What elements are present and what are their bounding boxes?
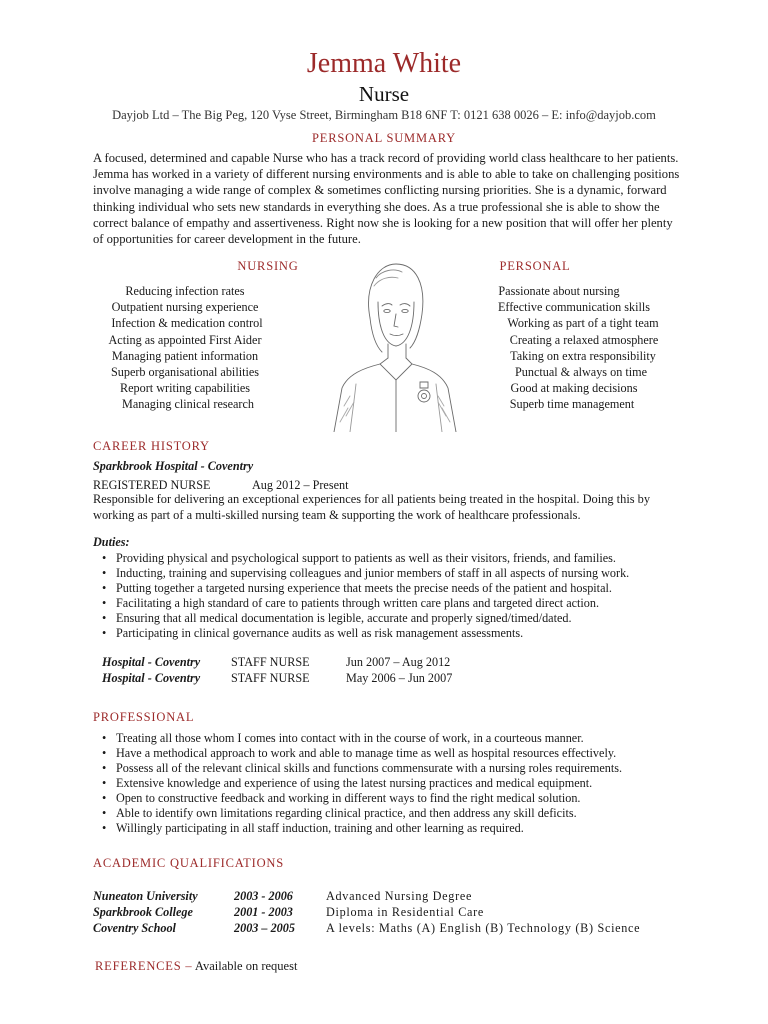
current-role-dates: Aug 2012 – Present: [252, 478, 349, 492]
nursing-skills-list: [25, 283, 345, 413]
education-row: [93, 921, 693, 937]
duty-item: • Inducting, training and supervising colleagues and junior members of staff in all aspects of nursing work.: [93, 566, 693, 581]
professional-heading: PROFESSIONAL: [93, 710, 195, 724]
current-employer: Sparkbrook Hospital - Coventry: [93, 459, 254, 473]
education-heading: ACADEMIC QUALIFICATIONS: [93, 856, 284, 870]
professional-item: • Able to identify own limitations regarding clinical practice, and then address any skill deficits.: [93, 806, 693, 821]
education-row: [93, 889, 693, 905]
duty-item: • Participating in clinical governance audits as well as risk management assessments.: [93, 626, 693, 641]
nursing-skill: Acting as appointed First Aider: [108, 332, 262, 347]
current-role-description: Responsible for delivering an exceptional experiences for all patients being treated in the hospital. Doing this by working as part of a multi-skilled nursing team & supporting the work of healthcare professionals.: [93, 492, 651, 522]
education-row: [93, 905, 693, 921]
personal-skill: Effective communication skills: [497, 300, 651, 315]
duty-item: • Putting together a targeted nursing experience that meets the precise needs of the patient and hospital.: [93, 581, 693, 596]
professional-item: • Treating all those whom I comes into contact with in the course of work, in a courteous manner.: [93, 731, 693, 746]
references-line: [95, 959, 297, 974]
nursing-skill: Report writing capabilities: [120, 381, 250, 396]
personal-skill: Superb time management: [509, 397, 635, 412]
nursing-skill: Infection & medication control: [111, 316, 263, 331]
duties-list: [93, 551, 693, 641]
previous-job-row: [102, 655, 662, 671]
references-heading: REFERENCES –: [95, 959, 193, 973]
professional-item: • Extensive knowledge and experience of using the latest nursing practices and medical equipment.: [93, 776, 693, 791]
nursing-skill: Outpatient nursing experience: [111, 300, 259, 315]
previous-dates: Jun 2007 – Aug 2012: [346, 655, 451, 669]
professional-item: • Possess all of the relevant clinical skills and functions commensurate with a nursing roles requirements.: [93, 761, 693, 776]
previous-employer: Hospital - Coventry: [102, 671, 201, 685]
current-role: REGISTERED NURSE: [93, 478, 211, 492]
nursing-skill: Managing clinical research: [122, 397, 254, 412]
duty-item: • Ensuring that all medical documentation is legible, accurate and properly signed/timed/dated.: [93, 611, 693, 626]
summary-text: A focused, determined and capable Nurse who has a track record of providing world class healthcare to her patients. Jemma has worked in a variety of different nursing environments and is able to able to take on challenging positions involve managing a wide range of complex & sometimes conflicting nursing priorities. She is a dynamic, forward thinking individual who sets new standards in everything she does. As a true professional she is able to show the correct balance of empathy and assertiveness. Right now she is looking for a new position that will offer her plenty of opportunities for career development in the future.: [93, 151, 680, 247]
nursing-skills-heading: NURSING: [237, 259, 299, 273]
education-years: 2001 - 2003: [234, 905, 293, 919]
contact-line: Dayjob Ltd – The Big Peg, 120 Vyse Street, Birmingham B18 6NF T: 0121 638 0026 – E: info@dayjob.com: [112, 108, 656, 122]
personal-skill: Creating a relaxed atmosphere: [509, 332, 659, 347]
duty-item: • Facilitating a high standard of care to patients through written care plans and targeted direct action.: [93, 596, 693, 611]
education-qualification: A levels: Maths (A) English (B) Technology (B) Science: [326, 921, 641, 935]
summary-heading: PERSONAL SUMMARY: [312, 131, 456, 145]
education-school: Sparkbrook College: [93, 905, 193, 919]
professional-item: • Have a methodical approach to work and able to manage time as well as hospital resources effectively.: [93, 746, 693, 761]
personal-skill: Good at making decisions: [510, 381, 638, 396]
references-text: Available on request: [194, 959, 298, 973]
career-heading: CAREER HISTORY: [93, 439, 210, 453]
nursing-skill: Reducing infection rates: [125, 284, 245, 298]
previous-employer: Hospital - Coventry: [102, 655, 201, 669]
personal-skills-heading: PERSONAL: [499, 259, 571, 273]
duty-item: • Providing physical and psychological support to patients as well as their visitors, friends, and families.: [93, 551, 693, 566]
education-school: Nuneaton University: [93, 889, 198, 903]
education-years: 2003 – 2005: [234, 921, 295, 935]
job-title: Nurse: [358, 82, 410, 106]
previous-role: STAFF NURSE: [231, 655, 310, 669]
candidate-name: Jemma White: [306, 48, 462, 79]
personal-skill: Passionate about nursing: [498, 284, 620, 298]
personal-skill: Working as part of a tight team: [507, 316, 659, 331]
personal-skill: Punctual & always on time: [514, 365, 647, 380]
professional-item: • Willingly participating in all staff induction, training and other learning as required.: [93, 821, 693, 836]
education-qualification: Diploma in Residential Care: [326, 905, 485, 919]
education-school: Coventry School: [93, 921, 176, 935]
nursing-skill: Managing patient information: [111, 348, 259, 363]
education-qualification: Advanced Nursing Degree: [326, 889, 473, 903]
nursing-skill: Superb organisational abilities: [110, 365, 260, 380]
personal-skill: Taking on extra responsibility: [510, 348, 656, 363]
previous-role: STAFF NURSE: [231, 671, 310, 685]
education-years: 2003 - 2006: [234, 889, 293, 903]
duties-label: Duties:: [93, 535, 130, 549]
professional-list: [93, 731, 693, 836]
previous-job-row: [102, 671, 662, 687]
previous-dates: May 2006 – Jun 2007: [346, 671, 453, 685]
personal-skills-list: [421, 283, 721, 413]
professional-item: • Open to constructive feedback and working in different ways to find the right medical solution.: [93, 791, 693, 806]
